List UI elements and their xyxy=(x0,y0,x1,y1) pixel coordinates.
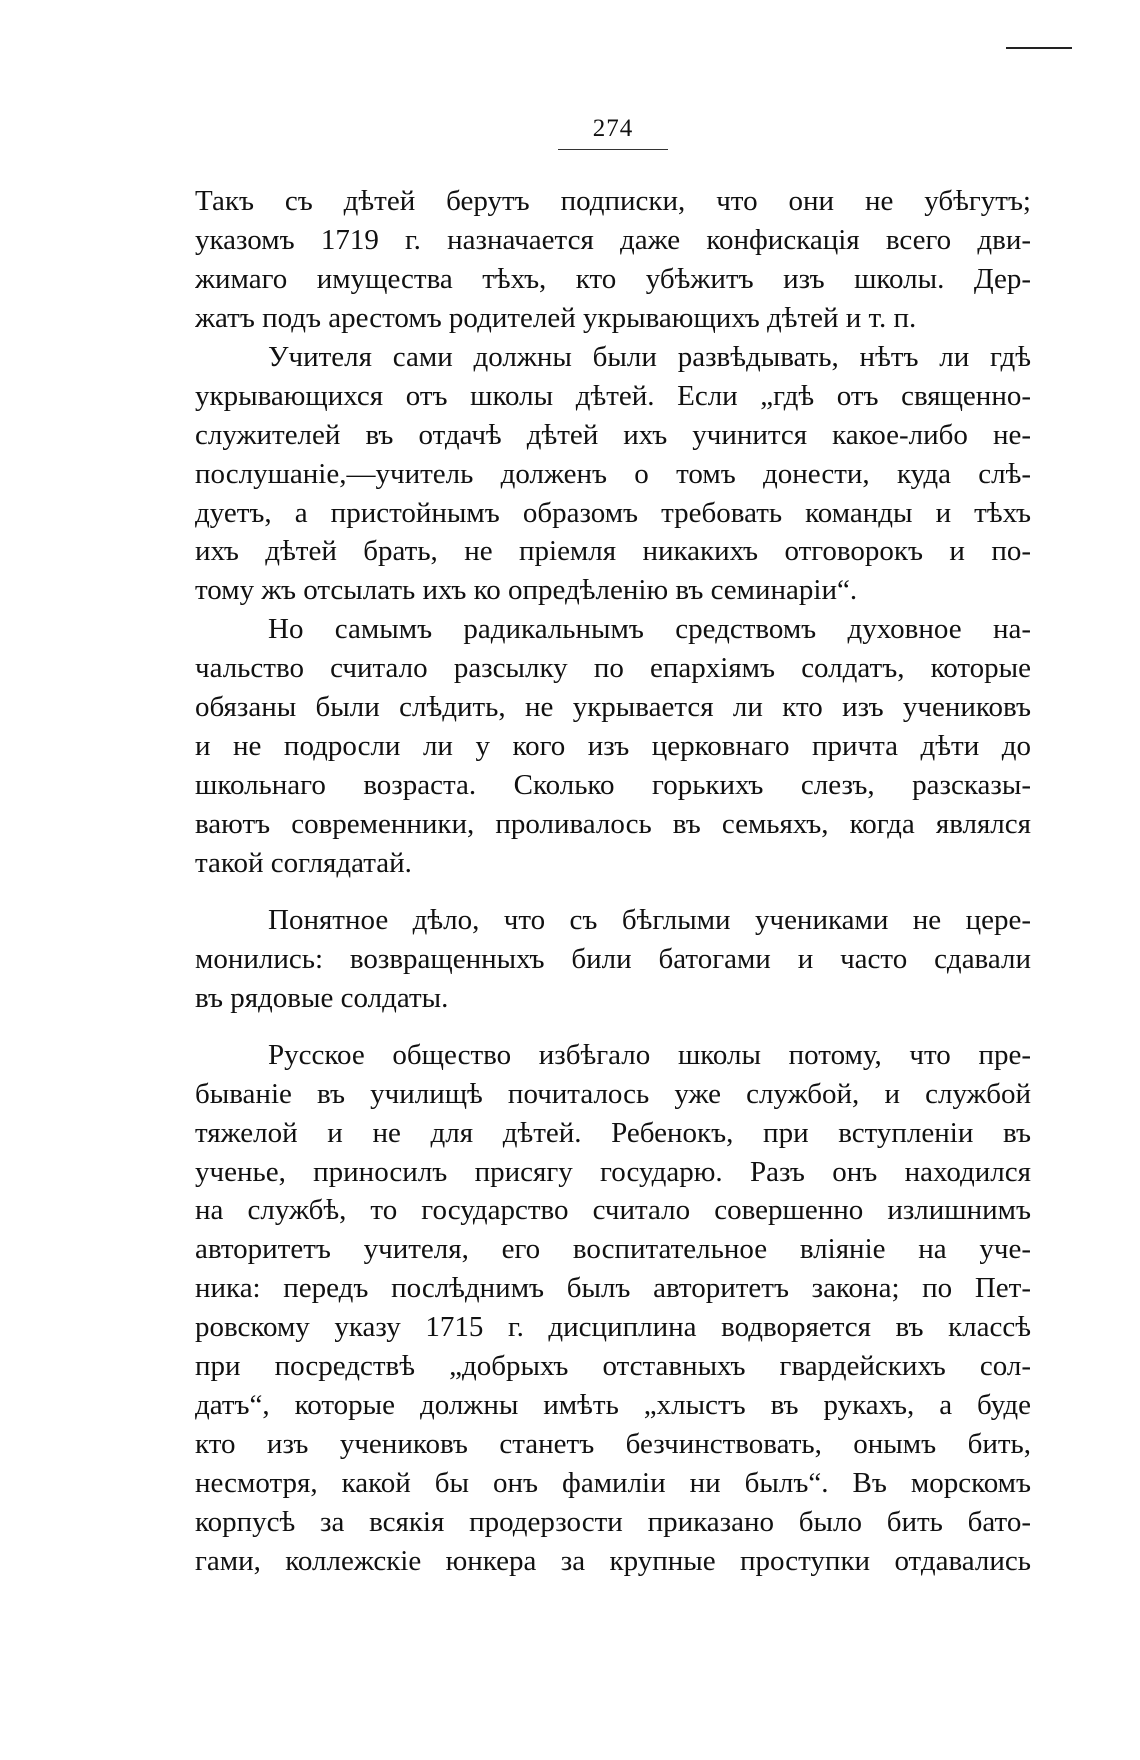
text-line: кто изъ учениковъ станетъ безчинствовать, онымъ бить, xyxy=(195,1428,1031,1461)
text-line: тому жъ отсылать ихъ ко опредѣленію въ семинаріи“. xyxy=(195,574,858,607)
text-line: гами, коллежскіе юнкера за крупные проступки отдавались xyxy=(195,1544,1031,1577)
text-line: Но самымъ радикальнымъ средствомъ духовное на- xyxy=(268,613,1031,646)
page-number: 274 xyxy=(592,115,634,142)
text-line: школьнаго возраста. Сколько горькихъ слезъ, разсказы- xyxy=(195,769,1031,802)
text-line: ника: передъ послѣднимъ былъ авторитетъ закона; по Пет- xyxy=(195,1272,1031,1305)
paragraph-gap xyxy=(195,883,1031,901)
text-line: и не подросли ли у кого изъ церковнаго причта дѣти до xyxy=(195,730,1031,763)
text-line: укрывающихся отъ школы дѣтей. Если „гдѣ отъ священно- xyxy=(195,379,1031,412)
text-line: на службѣ, то государство считало совершенно излишнимъ xyxy=(195,1194,1031,1227)
text-line: въ рядовые солдаты. xyxy=(195,981,449,1014)
text-line: ваютъ современники, проливалось въ семьяхъ, когда являлся xyxy=(195,808,1031,840)
text-line: ровскому указу 1715 г. дисциплина водворяется въ классѣ xyxy=(195,1311,1031,1344)
text-line: ученье, приносилъ присягу государю. Разъ онъ находился xyxy=(195,1155,1031,1188)
text-line: указомъ 1719 г. назначается даже конфискація всего дви- xyxy=(195,223,1031,256)
text-line: несмотря, какой бы онъ фамиліи ни былъ“. Въ морскомъ xyxy=(195,1467,1031,1499)
text-line: Учителя сами должны были развѣдывать, нѣтъ ли гдѣ xyxy=(268,340,1031,373)
text-line: жимаго имущества тѣхъ, кто убѣжитъ изъ школы. Дер- xyxy=(195,262,1031,295)
paragraph-gap xyxy=(195,1018,1031,1036)
text-line: датъ“, которые должны имѣть „хлыстъ въ рукахъ, а буде xyxy=(195,1389,1031,1422)
text-line: быванiе въ училищѣ почиталось уже службой, и службой xyxy=(195,1077,1031,1110)
text-line: обязаны были слѣдить, не укрывается ли кто изъ учениковъ xyxy=(195,691,1031,724)
top-corner-rule xyxy=(1006,47,1072,49)
text-line: ихъ дѣтей брать, не пріемля никакихъ отговорокъ и по- xyxy=(195,535,1031,568)
text-line: жатъ подъ арестомъ родителей укрывающихъ дѣтей и т. п. xyxy=(195,301,917,334)
page-number-rule xyxy=(558,149,668,150)
text-line: послушаніе,—учитель долженъ о томъ донести, куда слѣ- xyxy=(195,457,1031,490)
text-line: дуетъ, а пристойнымъ образомъ требовать команды и тѣхъ xyxy=(195,496,1031,529)
text-line: Понятное дѣло, что съ бѣглыми учениками не цере- xyxy=(268,903,1031,936)
text-line: Такъ съ дѣтей берутъ подписки, что они не убѣгутъ; xyxy=(195,185,1031,217)
text-line: такой соглядатай. xyxy=(195,846,412,879)
text-line: монились: возвращенныхъ били батогами и часто сдавали xyxy=(195,942,1031,975)
text-line: служителей въ отдачѣ дѣтей ихъ учинится какое-либо не- xyxy=(195,418,1031,451)
body-text xyxy=(195,182,1031,1581)
text-line: Русское общество избѣгало школы потому, что пре- xyxy=(268,1038,1031,1071)
text-line: чальство считало разсылку по епархіямъ солдатъ, которые xyxy=(195,652,1031,685)
text-line: авторитетъ учителя, его воспитательное вліяніе на уче- xyxy=(195,1233,1031,1266)
text-line: при посредствѣ „добрыхъ отставныхъ гвардейскихъ сол- xyxy=(195,1350,1031,1383)
text-line: тяжелой и не для дѣтей. Ребенокъ, при вступленіи въ xyxy=(195,1116,1031,1149)
text-line: корпусѣ за всякія продерзости приказано было бить бато- xyxy=(195,1505,1031,1538)
